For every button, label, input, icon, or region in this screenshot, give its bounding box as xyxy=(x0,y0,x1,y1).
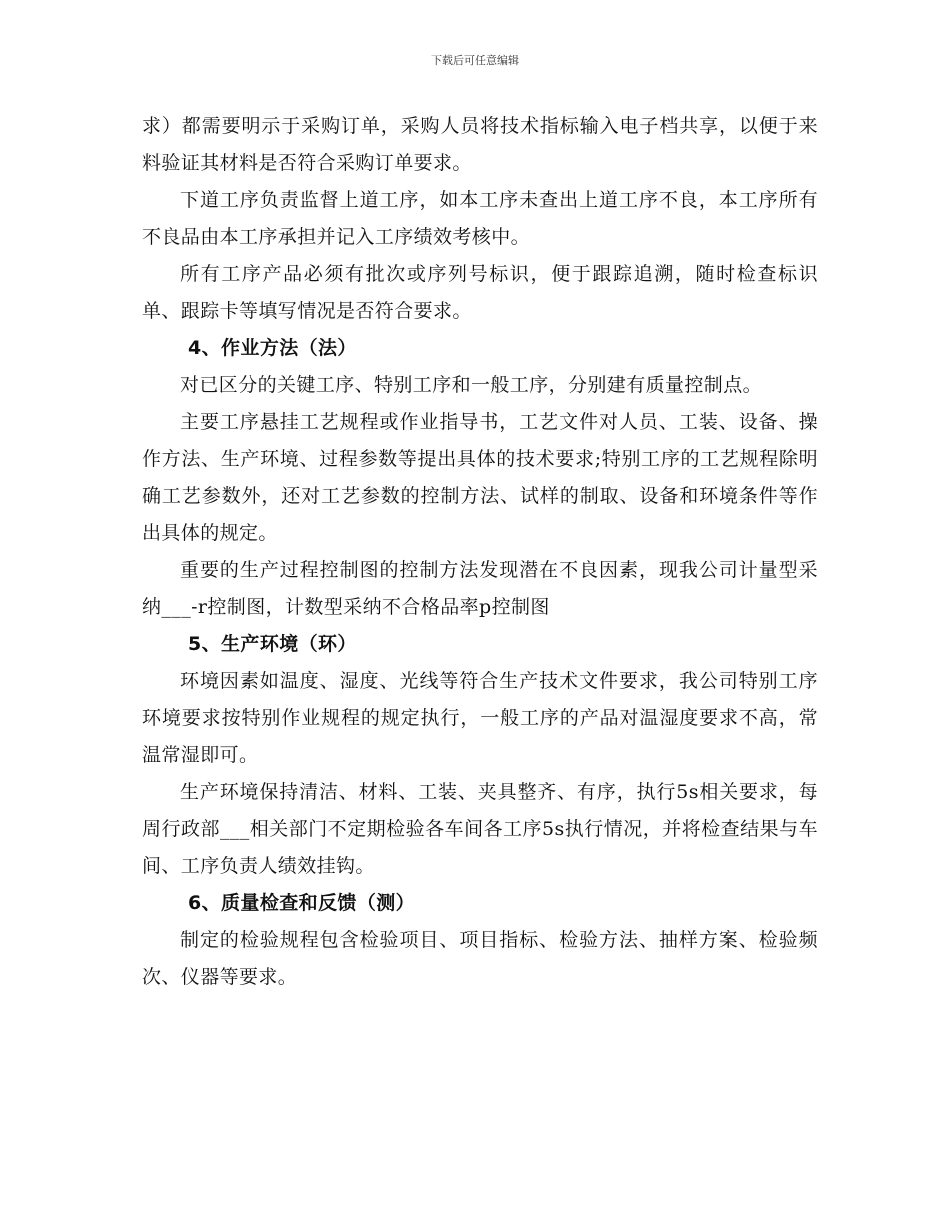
paragraph-environment-factors: 环境因素如温度、湿度、光线等符合生产技术文件要求，我公司特别工序环境要求按特别作业规程的规定执行，一般工序的产品对温湿度要求不高，常温常湿即可。 xyxy=(142,670,818,766)
paragraph-continuation: 求）都需要明示于采购订单，采购人员将技术指标输入电子档共享，以便于来料验证其材料是否符合采购订单要求。 xyxy=(142,115,818,174)
paragraph-5s: 生产环境保持清洁、材料、工装、夹具整齐、有序，执行5s相关要求，每周行政部___相关部门不定期检验各车间各工序5s执行情况，并将检查结果与车间、工序负责人绩效挂钩。 xyxy=(142,781,818,877)
paragraph-traceability: 所有工序产品必须有批次或序列号标识，便于跟踪追溯，随时检查标识单、跟踪卡等填写情况是否符合要求。 xyxy=(142,263,818,322)
document-body xyxy=(142,108,818,996)
section-heading-environment: 5、生产环境（环） xyxy=(188,633,357,655)
paragraph-process-specs: 主要工序悬挂工艺规程或作业指导书，工艺文件对人员、工装、设备、操作方法、生产环境、过程参数等提出具体的技术要求;特别工序的工艺规程除明确工艺参数外，还对工艺参数的控制方法、试样的制取、设备和环境条件等作出具体的规定。 xyxy=(142,411,818,544)
section-heading-inspection: 6、质量检查和反馈（测） xyxy=(188,892,416,914)
section-heading-method: 4、作业方法（法） xyxy=(188,337,357,359)
paragraph-control-charts: 重要的生产过程控制图的控制方法发现潜在不良因素，现我公司计量型采纳___-r控制图，计数型采纳不合格品率p控制图 xyxy=(142,559,818,618)
paragraph-inspection-rules: 制定的检验规程包含检验项目、项目指标、检验方法、抽样方案、检验频次、仪器等要求。 xyxy=(142,929,818,988)
header-note: 下载后可任意编辑 xyxy=(431,54,519,67)
paragraph-supervision: 下道工序负责监督上道工序，如本工序未查出上道工序不良，本工序所有不良品由本工序承担并记入工序绩效考核中。 xyxy=(142,189,818,248)
paragraph-control-points: 对已区分的关键工序、特别工序和一般工序，分别建有质量控制点。 xyxy=(180,374,763,396)
